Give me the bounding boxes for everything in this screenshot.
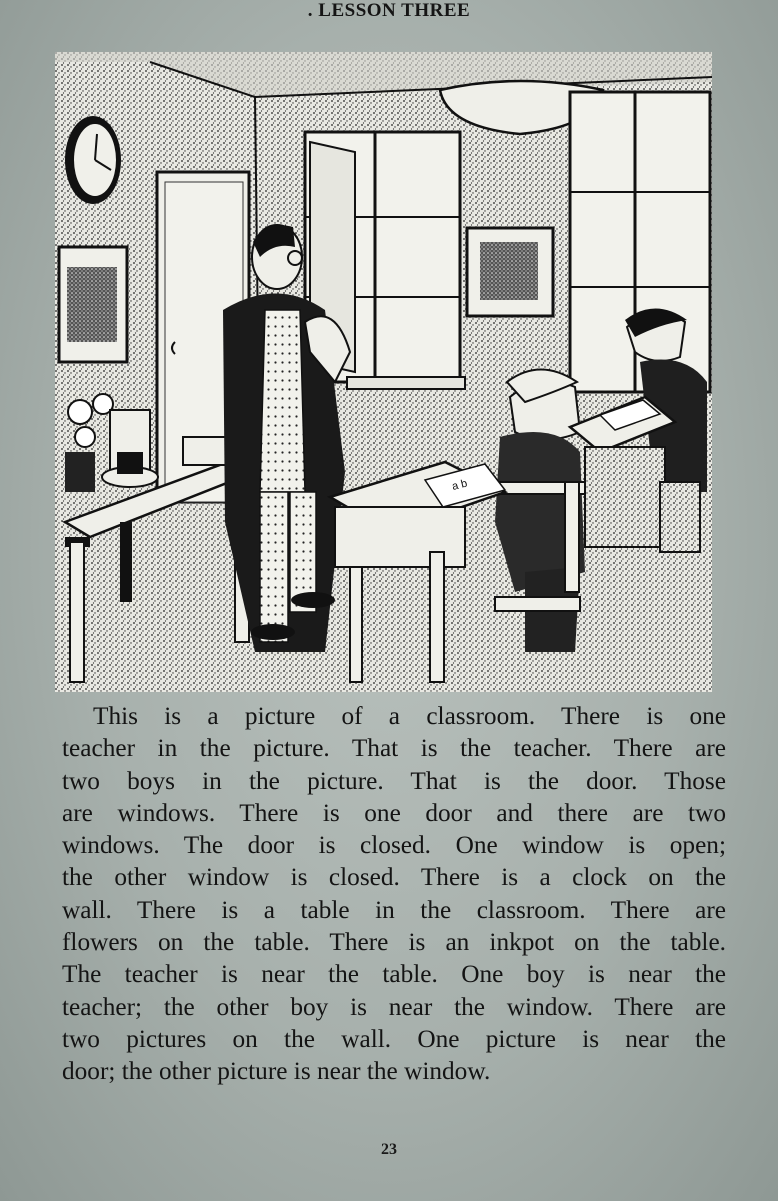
text-line: flowers on the table. There is an inkpot on the table. <box>62 928 726 957</box>
text-line: are windows. There is one door and there are two <box>62 798 726 827</box>
book-writing: a b <box>450 477 469 493</box>
text-line: wall. There is a table in the classroom. There are <box>62 895 726 924</box>
picture-near-door <box>59 247 127 362</box>
running-head: . LESSON THREE <box>307 0 471 21</box>
classroom-illustration <box>55 52 712 692</box>
text-line: windows. The door is closed. One window is open; <box>62 831 726 860</box>
text-line: The teacher is near the table. One boy is near the <box>62 960 726 989</box>
text-line: the other window is closed. There is a clock on the <box>62 863 726 892</box>
text-line: This is a picture of a classroom. There is one <box>93 702 726 730</box>
picture-near-window <box>467 228 553 316</box>
wall-clock <box>65 116 121 204</box>
text-line: door; the other picture is near the window. <box>62 1057 491 1086</box>
text-line: teacher in the picture. That is the teacher. There are <box>62 734 726 763</box>
text-line: teacher; the other boy is near the window. There are <box>62 992 726 1021</box>
text-line: two boys in the picture. That is the door. Those <box>62 766 726 795</box>
text-line: two pictures on the wall. One picture is near the <box>62 1024 726 1053</box>
lesson-paragraph <box>62 700 726 1088</box>
page-number: 23 <box>381 1141 397 1158</box>
